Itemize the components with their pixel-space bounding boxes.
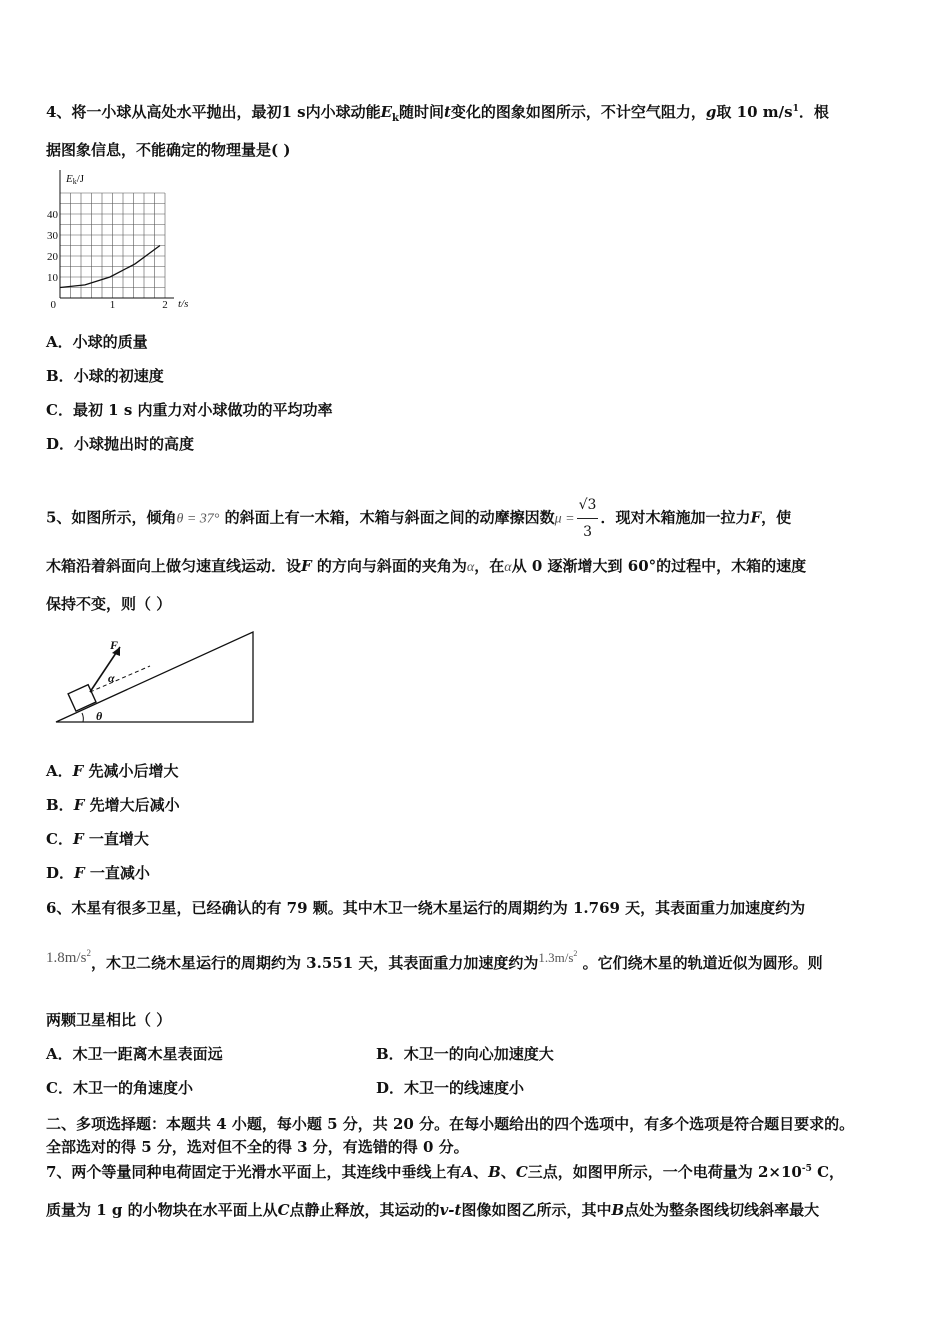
option-label: D．	[46, 435, 75, 453]
option-text: 一直减小	[89, 864, 150, 882]
q7-stem-line1: 7、两个等量同种电荷固定于光滑水平面上，其连线中垂线上有A、B、C三点，如图甲所示，一个电荷量为 $2\times 10^{-5}$ C，	[46, 1163, 845, 1181]
option-text: 小球的初速度	[73, 367, 164, 385]
y-tick-label: 20	[47, 251, 58, 263]
theta-label: θ	[96, 709, 103, 723]
x-tick-label: 1	[109, 299, 116, 311]
option-label: A．	[46, 762, 73, 780]
q5-option-d[interactable]	[46, 863, 150, 883]
option-label: D．	[376, 1079, 405, 1097]
option-label: D．	[46, 864, 75, 882]
section2-line2: 全部选对的得 5 分，选对但不全的得 3 分，有选错的得 0 分。	[46, 1138, 469, 1156]
q6-option-a[interactable]	[46, 1044, 223, 1064]
option-variable: F	[73, 796, 85, 814]
incline	[56, 632, 253, 722]
option-label: A．	[46, 1045, 73, 1063]
option-text: 最初 1 s 内重力对小球做功的平均功率	[72, 401, 333, 419]
option-label: C．	[46, 1079, 73, 1097]
mu-fraction: $\frac{√3}{3}$	[577, 492, 599, 545]
alpha-label: α	[108, 671, 115, 685]
q5-stem-line3: 保持不变，则（ ）	[46, 595, 172, 613]
option-variable: F	[74, 864, 85, 882]
option-text: 先增大后减小	[89, 796, 180, 814]
option-text: 木卫一的向心加速度大	[403, 1045, 554, 1063]
q6-option-b[interactable]	[376, 1044, 554, 1064]
option-text: 先减小后增大	[88, 762, 179, 780]
q4-option-c[interactable]	[46, 400, 333, 420]
q5-option-a[interactable]	[46, 761, 179, 781]
option-label: B．	[46, 796, 74, 814]
section2-line1: 二、多项选择题：本题共 4 小题，每小题 5 分，共 20 分。在每小题给出的四个选项中，有多个选项是符合题目要求的。	[46, 1115, 855, 1133]
option-label: C．	[46, 830, 73, 848]
q7-stem-line2: 质量为 1 g 的小物块在水平面上从C点静止释放，其运动的v-t图像如图乙所示，其中B点处为整条图线切线斜率最大	[46, 1201, 820, 1219]
option-text: 小球抛出时的高度	[74, 435, 195, 453]
option-variable: F	[72, 830, 84, 848]
y-tick-label: 40	[47, 209, 58, 221]
theta-arc	[82, 713, 83, 722]
y-tick-label: 30	[47, 230, 58, 242]
q5-incline-figure	[50, 625, 260, 730]
option-label: A．	[46, 333, 73, 351]
graph-grid	[60, 193, 165, 298]
option-text: 木卫一的线速度小	[404, 1079, 525, 1097]
q6-stem-line3: 两颗卫星相比（ ）	[46, 1011, 172, 1029]
q6-stem-line2: $1.8m/s^2$，木卫二绕木星运行的周期约为 3.551 天，其表面重力加速度约为$1.3m/s^2$ 。它们绕木星的轨道近似为圆形。则	[46, 948, 823, 972]
x-tick-label: 2	[162, 299, 168, 311]
q5-stem-line2: 木箱沿着斜面向上做匀速直线运动．设F 的方向与斜面的夹角为α，在α从 0 逐渐增大到 60°的过程中，木箱的速度	[46, 557, 807, 575]
q5-stem-line1: 5、如图所示，倾角θ = 37° 的斜面上有一木箱，木箱与斜面之间的动摩擦因数μ = $\frac{√3}{3}$ ．现对木箱施加一拉力F，使	[46, 492, 791, 522]
option-text: 木卫一距离木星表面远	[72, 1045, 223, 1063]
force-label: F	[110, 638, 119, 652]
y-tick-label: 10	[47, 272, 58, 284]
q5-option-b[interactable]	[46, 795, 180, 815]
option-text: 一直增大	[88, 830, 149, 848]
q4-option-b[interactable]	[46, 366, 164, 386]
q6-option-d[interactable]	[376, 1078, 524, 1098]
q4-option-a[interactable]	[46, 332, 148, 352]
option-text: 小球的质量	[72, 333, 148, 351]
option-label: B．	[46, 367, 74, 385]
y-axis-label: Ek/J	[66, 173, 85, 186]
q4-option-d[interactable]	[46, 434, 194, 454]
option-text: 木卫一的角速度小	[72, 1079, 193, 1097]
option-label: C．	[46, 401, 73, 419]
q4-ek-t-graph	[44, 168, 204, 313]
option-variable: F	[72, 762, 84, 780]
x-axis-label: t/s	[178, 298, 189, 310]
q4-stem-line2: 据图象信息，不能确定的物理量是( )	[46, 141, 291, 159]
q5-option-c[interactable]	[46, 829, 149, 849]
q4-stem-line1: 4、将一小球从高处水平抛出，最初1 s内小球动能$E_k$随时间t变化的图象如图所示，不计空气阻力，g取 10 $m/s^1$．根	[46, 103, 829, 124]
origin-label: 0	[50, 299, 56, 311]
q6-option-c[interactable]	[46, 1078, 193, 1098]
option-label: B．	[376, 1045, 404, 1063]
q6-stem-line1: 6、木星有很多卫星，已经确认的有 79 颗。其中木卫一绕木星运行的周期约为 1.769 天，其表面重力加速度约为	[46, 899, 806, 917]
